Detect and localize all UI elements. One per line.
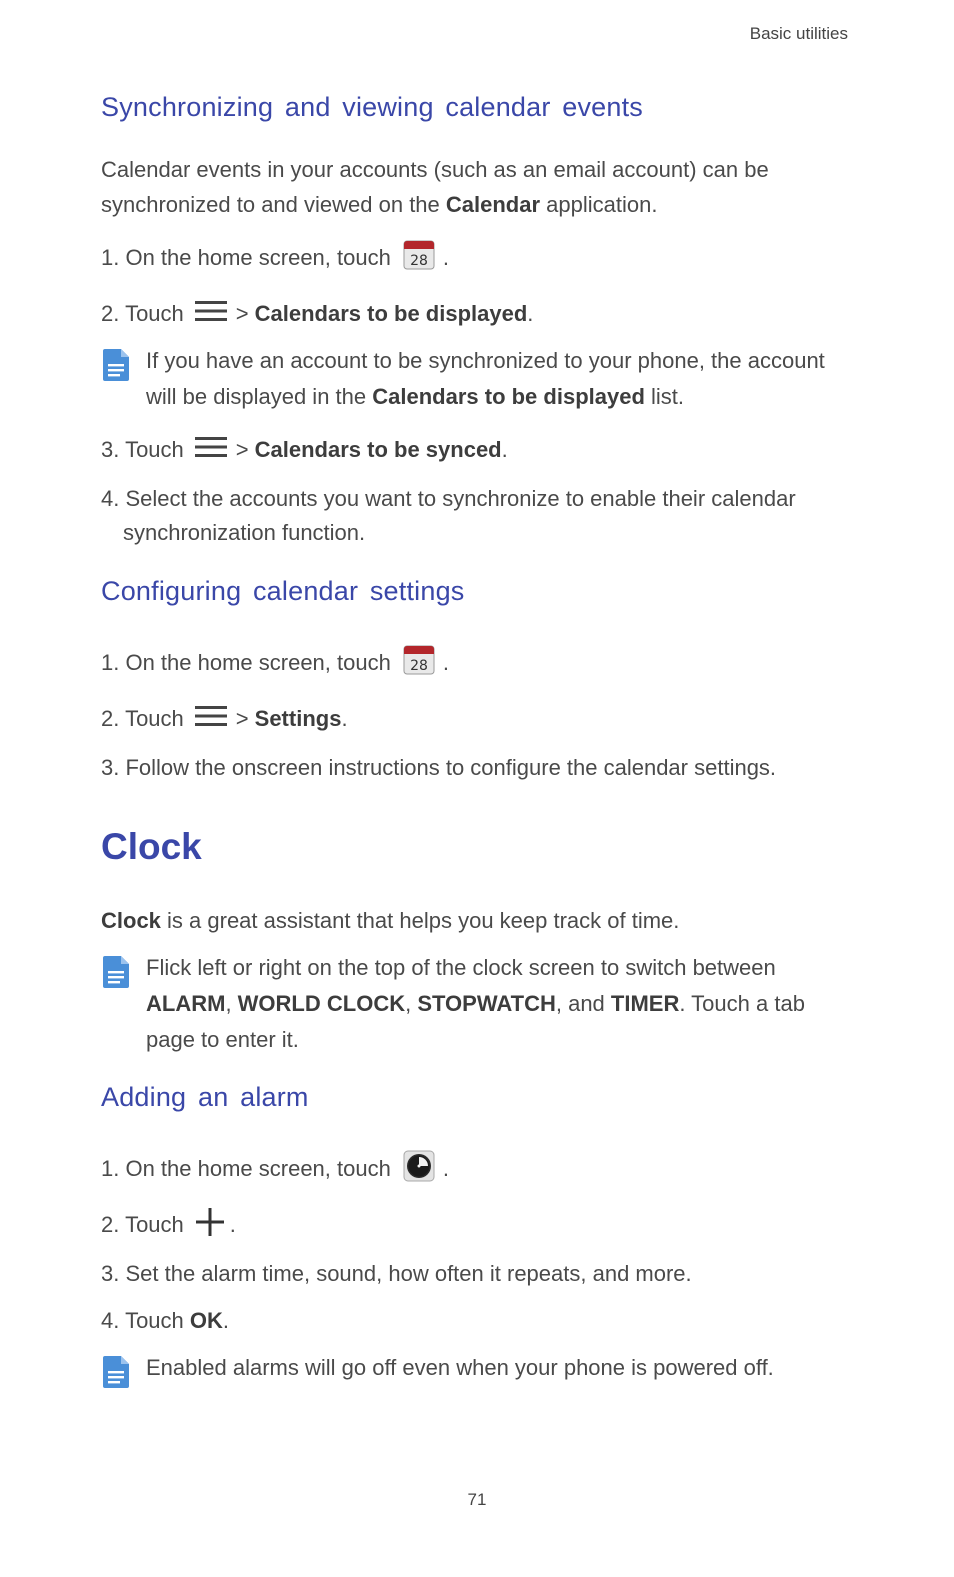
calendar-app-icon[interactable] [403, 239, 435, 277]
note-icon [101, 348, 131, 382]
sync-note: If you have an account to be synchronized to your phone, the account will be displayed in the Calendars to be displayed list. [146, 348, 825, 409]
alarm-heading: Adding an alarm [101, 1082, 309, 1112]
sync-intro-line1: Calendar events in your accounts (such as an email account) can be [101, 157, 769, 182]
menu-icon[interactable] [194, 299, 228, 329]
clock-intro: Clock is a great assistant that helps you keep track of time. [101, 908, 680, 933]
config-heading: Configuring calendar settings [101, 576, 465, 606]
sync-intro [101, 152, 769, 222]
sync-step-4: 4. Select the accounts you want to synchronize to enable their calendar synchronization function. [101, 486, 796, 545]
config-step-3: 3. Follow the onscreen instructions to configure the calendar settings. [101, 755, 777, 780]
calendar-app-icon[interactable] [403, 644, 435, 682]
clock-note: Flick left or right on the top of the clock screen to switch between ALARM, WORLD CLOCK, STOPWATCH, and TIMER. Touch a tab page to enter it. [146, 955, 805, 1052]
menu-icon[interactable] [194, 435, 228, 465]
clock-heading: Clock [101, 826, 202, 867]
alarm-step-1: 1. On the home screen, touch . [101, 1151, 449, 1187]
add-icon[interactable] [194, 1206, 226, 1244]
running-header: Basic utilities [749, 24, 848, 43]
sync-intro-line2: synchronized to and viewed on the Calendar application. [101, 192, 658, 217]
alarm-step-4: 4. Touch OK. [101, 1308, 230, 1333]
page-number: 71 [467, 1490, 487, 1509]
sync-step-2: 2. Touch > Calendars to be displayed . [101, 296, 533, 332]
alarm-note: Enabled alarms will go off even when your phone is powered off. [146, 1355, 774, 1380]
alarm-step-3: 3. Set the alarm time, sound, how often it repeats, and more. [101, 1261, 692, 1286]
note-icon [101, 955, 131, 989]
sync-heading: Synchronizing and viewing calendar events [101, 92, 644, 122]
clock-app-icon[interactable] [403, 1150, 435, 1188]
svg-text:28: 28 [409, 253, 428, 269]
note-icon [101, 1355, 131, 1389]
config-step-1: 1. On the home screen, touch 28 . [101, 645, 449, 681]
sync-step-1: 1. On the home screen, touch 28 . [101, 240, 449, 276]
config-step-2: 2. Touch > Settings . [101, 701, 348, 737]
svg-text:28: 28 [409, 658, 428, 674]
sync-step-3: 3. Touch > Calendars to be synced . [101, 432, 508, 468]
alarm-step-2: 2. Touch . [101, 1207, 236, 1243]
menu-icon[interactable] [194, 704, 228, 734]
